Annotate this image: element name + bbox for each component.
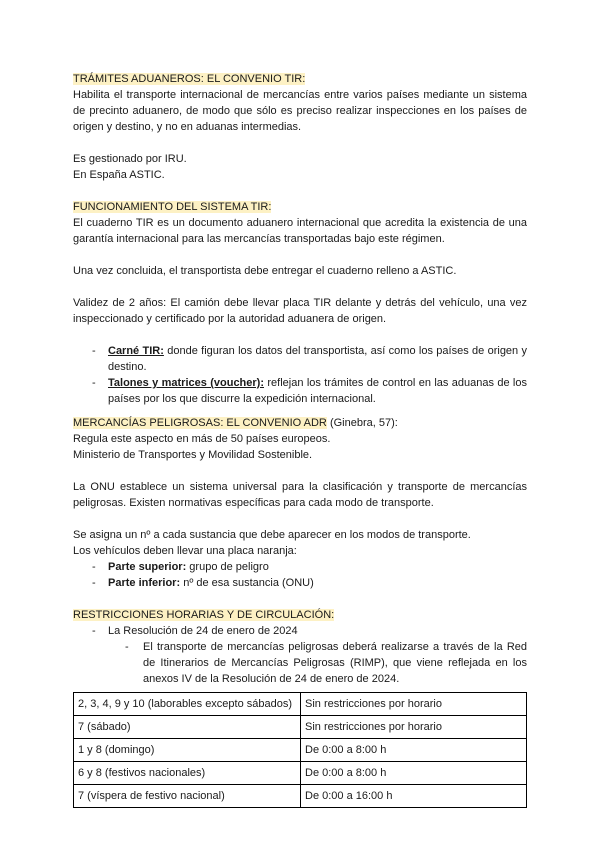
- tir-items-list: [73, 343, 527, 407]
- adr-onu: La ONU establece un sistema universal para la clasificación y transporte de mercancías peligrosas. Existen normativas específicas para cada modo de transporte.: [73, 481, 527, 509]
- section-title-restrictions: RESTRICCIONES HORARIAS Y DE CIRCULACIÓN:: [73, 609, 335, 621]
- section-title-adr: MERCANCÍAS PELIGROSAS: EL CONVENIO ADR (Ginebra, 57):: [73, 417, 398, 429]
- list-item: - Carné TIR: donde figuran los datos del transportista, así como los países de origen y destino.: [92, 343, 527, 375]
- list-item: - El transporte de mercancías peligrosas deberá realizarse a través de la Red de Itinerarios de Mercancías Peligrosas (RIMP), que viene reflejada en los anexos IV de la Resolución de 24 de enero de 2024.: [125, 639, 527, 687]
- list-item: - Parte inferior: nº de esa sustancia (ONU): [92, 575, 527, 591]
- restrictions-sublist: [73, 639, 527, 687]
- table-row: [74, 739, 527, 762]
- adr-line2: Ministerio de Transportes y Movilidad Sostenible.: [73, 449, 313, 461]
- table-cell: Sin restricciones por horario: [301, 693, 527, 716]
- table-cell: 2, 3, 4, 9 y 10 (laborables excepto sábados): [74, 693, 301, 716]
- functioning-after: Una vez concluida, el transportista debe entregar el cuaderno relleno a ASTIC.: [73, 265, 457, 277]
- table-cell: 7 (sábado): [74, 716, 301, 739]
- functioning-description: El cuaderno TIR es un documento aduanero internacional que acredita la existencia de una garantía internacional para las mercancías transportadas bajo este régimen.: [73, 217, 527, 245]
- list-item: - Talones y matrices (voucher): reflejan los trámites de control en las aduanas de los países por los que discurre la expedición internacional.: [92, 375, 527, 407]
- adr-plate: Los vehículos deben llevar una placa naranja:: [73, 545, 297, 557]
- restrictions-table: [73, 692, 527, 808]
- adr-line1: Regula este aspecto en más de 50 países europeos.: [73, 433, 331, 445]
- table-cell: De 0:00 a 16:00 h: [301, 785, 527, 808]
- list-item: - Parte superior: grupo de peligro: [92, 559, 527, 575]
- section-title-tir: TRÁMITES ADUANEROS: EL CONVENIO TIR:: [73, 73, 306, 85]
- table-cell: 6 y 8 (festivos nacionales): [74, 762, 301, 785]
- adr-assign: Se asigna un nº a cada sustancia que debe aparecer en los modos de transporte.: [73, 529, 471, 541]
- tir-spain: En España ASTIC.: [73, 169, 165, 181]
- table-cell: Sin restricciones por horario: [301, 716, 527, 739]
- document-page: [73, 71, 527, 808]
- table-row: [74, 693, 527, 716]
- table-cell: 7 (víspera de festivo nacional): [74, 785, 301, 808]
- table-cell: De 0:00 a 8:00 h: [301, 739, 527, 762]
- list-item: - La Resolución de 24 de enero de 2024: [92, 623, 527, 639]
- restrictions-list: [73, 623, 527, 639]
- table-cell: 1 y 8 (domingo): [74, 739, 301, 762]
- section-title-functioning: FUNCIONAMIENTO DEL SISTEMA TIR:: [73, 201, 272, 213]
- tir-description: Habilita el transporte internacional de mercancías entre varios países mediante un sistema de precinto aduanero, de modo que sólo es preciso realizar inspecciones en los países de origen y destino, y no en aduanas intermedias.: [73, 89, 527, 133]
- table-row: [74, 785, 527, 808]
- table-cell: De 0:00 a 8:00 h: [301, 762, 527, 785]
- table-row: [74, 762, 527, 785]
- plate-items-list: [73, 559, 527, 591]
- table-row: [74, 716, 527, 739]
- functioning-validity: Validez de 2 años: El camión debe llevar placa TIR delante y detrás del vehículo, una vez inspeccionado y certificado por la autoridad aduanera de origen.: [73, 297, 527, 325]
- tir-managed: Es gestionado por IRU.: [73, 153, 187, 165]
